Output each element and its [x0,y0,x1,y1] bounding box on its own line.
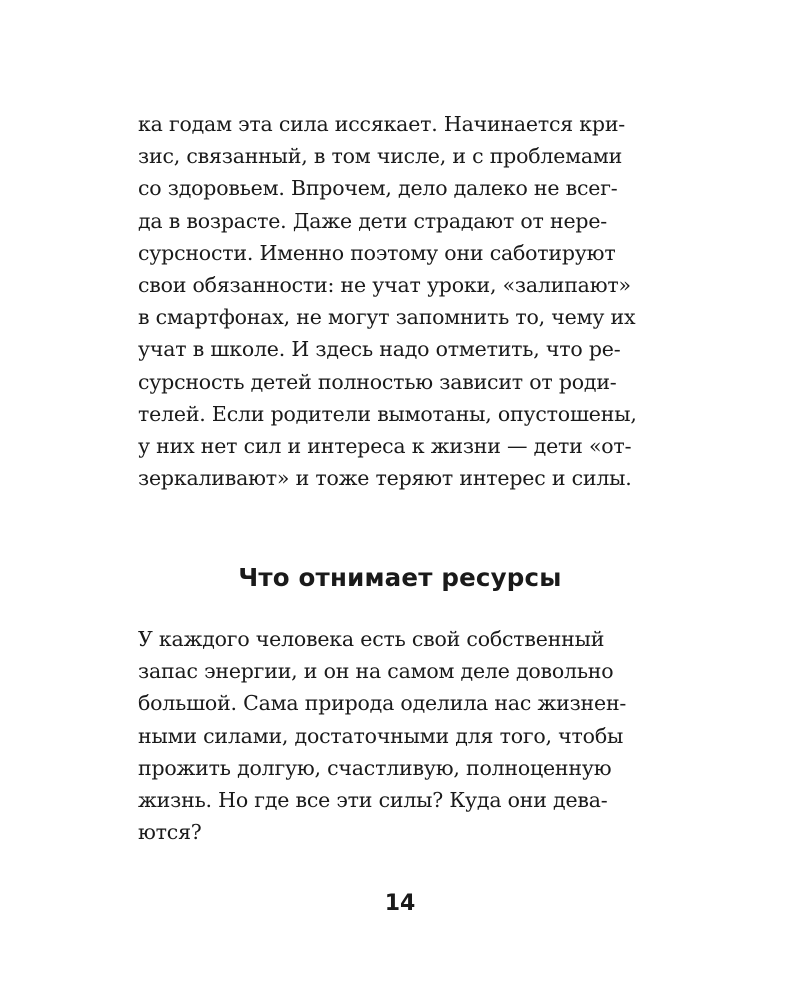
text-line: ются? [138,820,202,845]
text-line: У каждого человека есть свой собственный [138,627,605,651]
text-line: со здоровьем. Впрочем, дело далеко не всег- [138,176,618,201]
body-paragraph-2 [138,623,698,848]
text-line: ными силами, достаточными для того, чтобы [138,723,624,748]
text-line: учат в школе. И здесь надо отметить, что ре- [138,337,621,362]
page-number: 14 [384,891,416,916]
text-line: в смартфонах, не могут запомнить то, чему их [138,305,636,330]
text-line: большой. Сама природа оделила нас жизнен- [138,691,627,716]
body-paragraph-1 [138,108,698,494]
section-heading: Что отнимает ресурсы [238,563,562,592]
text-line: жизнь. Но где все эти силы? Куда они дева- [138,787,608,812]
text-line: зис, связанный, в том числе, и с проблемами [138,144,623,169]
text-line: прожить долгую, счастливую, полноценную [138,755,612,780]
text-line: телей. Если родители вымотаны, опустошены, [138,401,637,426]
text-line: ка годам эта сила иссякает. Начинается кри- [138,112,626,136]
text-line: свои обязанности: не учат уроки, «залипают» [138,272,631,297]
text-line: сурсность детей полностью зависит от роди- [138,369,617,394]
text-line: да в возрасте. Даже дети страдают от нере- [138,208,607,233]
text-line: сурсности. Именно поэтому они саботируют [138,240,616,265]
text-line: зеркаливают» и тоже теряют интерес и силы. [138,466,632,491]
text-line: запас энергии, и он на самом деле довольно [138,659,614,684]
text-line: у них нет сил и интереса к жизни — дети «от- [138,433,632,458]
